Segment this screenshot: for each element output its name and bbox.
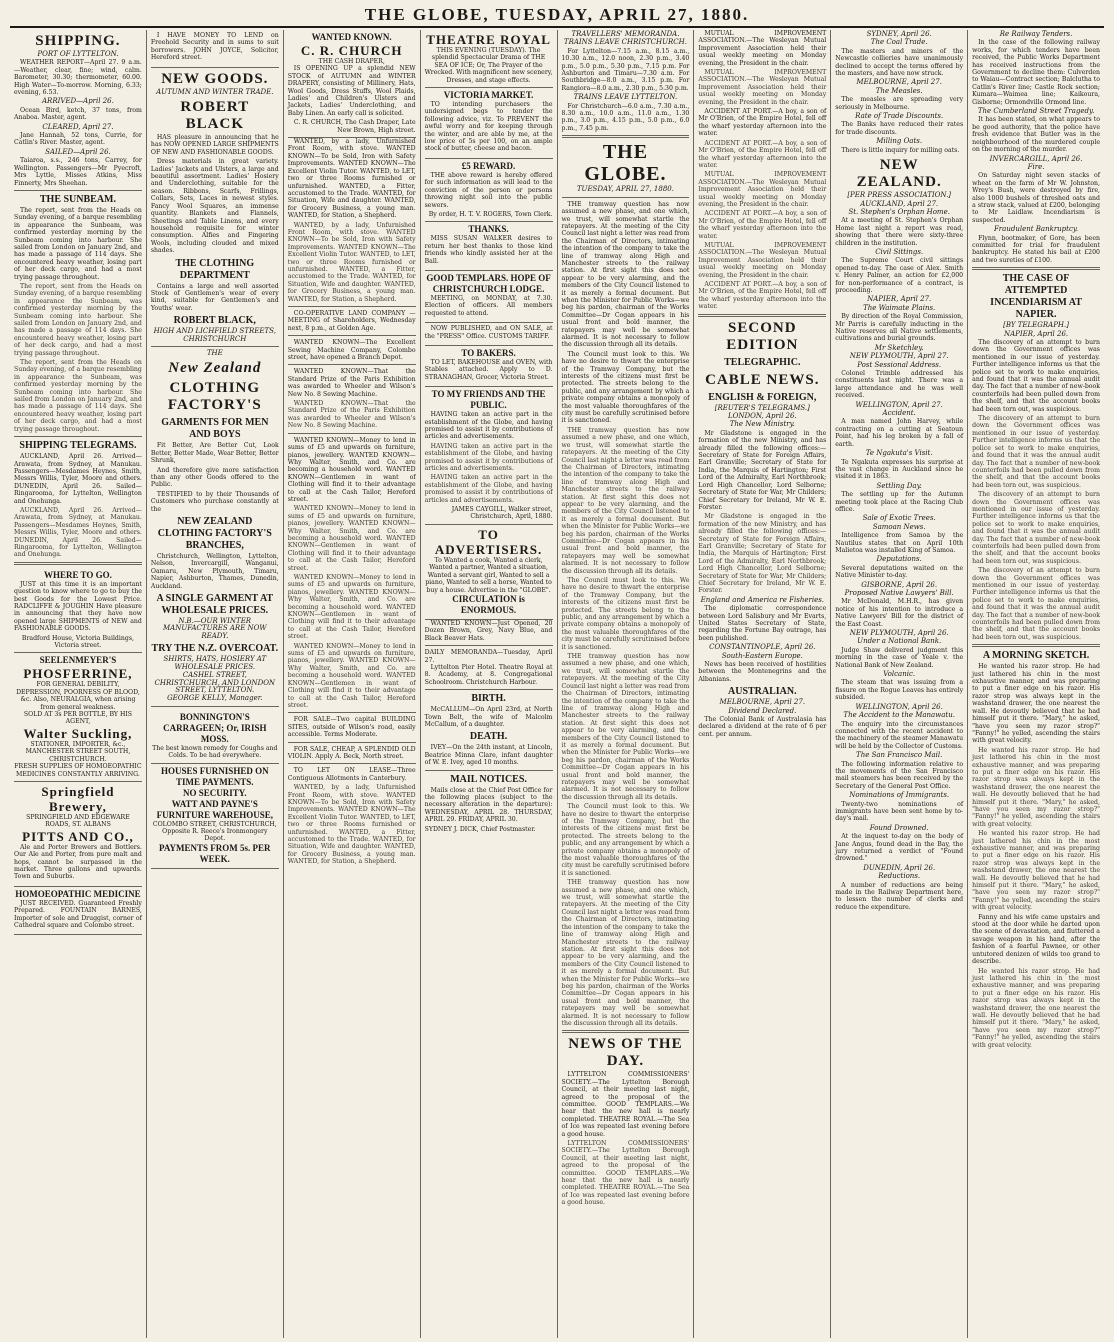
- sketchley-heading: Mr Sketchley.: [874, 343, 924, 352]
- napier-dateline: NAPIER, April 27.: [867, 295, 932, 304]
- clothing-text: Contains a large and well assorted Stock of Gentlemen's wear of every kind, suitable for Gentlemen's and Youths' wear.: [150, 282, 279, 312]
- springfield-title: Springfield Brewery,: [41, 783, 115, 814]
- fit-text: And therefore give more satisfaction than any other Goods offered to the Public.: [150, 466, 279, 489]
- theatre-ad: [425, 30, 553, 88]
- accident-port-cont3: ACCIDENT AT PORT.—A boy, a son of Mr O'Brien, of the Empire Hotel, fell off the wharf yesterday afternoon into the water.: [698, 210, 827, 240]
- sketch-text-cont: He wanted his razor strop. He had just lathered his chin in the most exhaustive manner, and was preparing to put a finer edge on his razor. His razor strop was always kept in the washstand drawer, the one nearest the wall. He devoutly believed that he had himself put it there. "Mary," he asked, "have you seen my razor strop?" "Fanny!" he yelled, ascending the stairs with great velocity.: [972, 746, 1100, 828]
- templars-title: GOOD TEMPLARS. HOPE OF CHRISTCHURCH LODGE.: [426, 272, 551, 294]
- accident-port-text: ACCIDENT AT PORT.—A boy, a son of Mr O'Brien, of the Empire Hotel, fell off the wharf yesterday afternoon into the water.: [698, 108, 827, 138]
- column-3: [284, 30, 421, 1338]
- watt-payne-ad: [151, 764, 279, 869]
- undera-heading: Under a National Bank.: [857, 637, 942, 646]
- manawatu-text: The enquiry into the circumstances connected with the recent accident to the machinery of the steamer Manawatu will be held by the Collector of Customs.: [835, 720, 964, 750]
- birth-text: McCALLUM—On April 23rd, at North Town Belt, the wife of Malcolm McCallum, of a daughter.: [424, 706, 553, 728]
- telegrams-text-cont: AUCKLAND, April 26. Arrived—Arawata, from Sydney, at Manukau. Passengers—Mesdames Heynes, Smith, Messrs Willis, Tyler, Moore and others. DUNEDIN, April 26. Sailed—Ringarooma, for Lyttelton, Wellington and Onehunga.: [14, 506, 142, 559]
- victoria-text: TO intending purchasers the undersigned begs to tender the following advice, viz. To PREVENT the awful worry and for keeping through the winter, and are able by me, at the low price of 5s per 100, on an ample stock of butter, cheese and bacon.: [424, 101, 553, 153]
- watt-text: COLOMBO STREET, CHRISTCHURCH, Opposite R. Reece's Ironmongery Depot.: [152, 820, 277, 843]
- lease-ad: TO LET ON LEASE—Three Contiguous Allotments in Canterbury.: [287, 767, 416, 782]
- ministry-text-cont: Mr Gladstone is engaged in the formation of the new Ministry, and has already filled the following offices:—Secretary of State for Foreign Affairs, Earl Granville; Secretary of State for India, the Marquis of Hartington; First Lord of the Admiralty, Earl Northbrook; Lord High Chancellor, Lord Selborne; Secretary of State for War, Mr Childers; Chief Secretary for Ireland, Mr W. E. Forster.: [698, 513, 827, 595]
- cashel-address: CASHEL STREET, CHRISTCHURCH, AND LONDON STREET, LYTTELTON.: [154, 671, 276, 694]
- cumberland-heading: The Cumberland Street Tragedy.: [977, 107, 1095, 116]
- telegrams-title: SHIPPING TELEGRAMS.: [19, 440, 137, 452]
- coal-text: The masters and miners of the Newcastle collieries have unanimously declined to accept the terms offered by the masters, and have now struck.: [835, 47, 964, 78]
- homoeopathic-ad: [14, 887, 142, 936]
- globe-date: TUESDAY, APRIL 27, 1880.: [576, 185, 674, 194]
- rb-text: HAS pleasure in announcing that he has NOW OPENED LARGE SHIPMENTS OF NEW AND FASHIONABLE GOODS.: [150, 134, 279, 156]
- ministry-text: Mr Gladstone is engaged in the formation of the new Ministry, and has already filled the following offices:—Secretary of State for Foreign Affairs, Earl Granville; Secretary of State for India, the Marquis of Hartington; First Lord of the Admiralty, Earl Northbrook; Lord High Chancellor, Lord Selborne; Secretary of State for War, Mr Childers; Chief Secretary for Ireland, Mr W. E. Forster.: [698, 429, 827, 511]
- eng-amer-heading: England and America re Fisheries.: [700, 595, 825, 604]
- memoranda-text: Lyttelton Pier Hotel. Theatre Royal at 8. Academy, at 8. Congregational Schoolroom. Christchurch Harbour.: [424, 663, 553, 686]
- mutual-text: MUTUAL IMPROVEMENT ASSOCIATION.—The Wesleyan Mutual Improvement Association held their usual weekly meeting on Monday evening, the President in the chair.: [698, 30, 827, 67]
- friends-ad: [425, 387, 553, 525]
- suckling-title: Walter Suckling,: [23, 725, 133, 741]
- sunbeam-text: The report, sent from the Heads on Sunday evening, of a barque resembling in appearance the Sunbeam, was confirmed yesterday morning by the Sunbeam coming into harbour. She sailed from London on January 2nd, and has made a passage of 114 days. She encountered heavy weather, losing part of her deck cargo, and had a most trying passage throughout.: [14, 206, 142, 281]
- leader-text-cont: THE tramway question has now assumed a new phase, and one which, we trust, will somewhat startle the ratepayers. At the meeting of the City Council last night a letter was read from the Chairman of Directors, intimating the intention of the company to take the line of tramway along High and Manchester streets to the railway station. At first sight this does not appear to be very alarming, and the members of the City Council listened to it as merely a formal document. But when the Minister for Public Works—we beg his pardon, chairman of the Works Committee—Dr Cogan appears in his usual front and bold manner, the ratepayers may well be somewhat alarmed. It is not necessary to follow the discussion through all its details.: [561, 426, 690, 575]
- overcoat-title: TRY THE N.Z. OVERCOAT.: [151, 643, 279, 655]
- bonnington-ad: [151, 710, 279, 764]
- well-dateline: WELLINGTON, April 27.: [855, 400, 943, 409]
- rb-list: Dress materials in great variety. Ladies' Jackets and Ulsters, a large and beautiful assortment. Ladies' Hosiery and Underclothing, suitable for the season. Ribbons, Scarfs, Frillings, Collars, Sets, Laces in newest styles. Fancy Wool Squares, an immense quantity. Blankets and Flannels, Sheetings and Table Linens, and every household requisite for winter consumption. Alfies and Fingering Wools, including clouded and mixed shades.: [150, 158, 279, 255]
- nominations-text: Twenty-two nominations of immigrants have been sent home by to-day's mail.: [835, 800, 964, 823]
- dick-sig: SYDNEY J. DICK, Chief Postmaster.: [424, 825, 536, 833]
- dunedin-dateline: DUNEDIN, April 26.: [863, 863, 936, 872]
- theatre-title: THEATRE ROYAL: [426, 32, 551, 47]
- civil-text: The Supreme Court civil sittings opened to-day. The case of Alex. Smith v. Henry Palmer, an action for £2,000 for non-performance of a contract, is proceeding.: [835, 257, 964, 294]
- english-title: ENGLISH & FOREIGN,: [708, 391, 817, 403]
- leader-text: THE tramway question has now assumed a new phase, and one which, we trust, will somewhat startle the ratepayers. At the meeting of the City Council last night a letter was read from the Chairman of Directors, intimating the intention of the company to take the line of tramway along High and Manchester streets to the railway station. At first sight this does not appear to be very alarming, and the members of the City Council listened to it as merely a formal document. But when the Minister for Public Works—we beg his pardon, chairman of the Works Committee—Dr Cogan appears in his usual front and bold manner, the ratepayers may well be somewhat alarmed. It is not necessary to follow the discussion through all its details.: [561, 200, 690, 349]
- the-label: THE: [206, 348, 223, 357]
- measles-text: The measles are spreading very seriously in Melbourne.: [835, 96, 964, 111]
- bakers-text: TO LET, BAKEHOUSE and OVEN, with Stables attached. Apply to D. STRANAGHAN, Grocer, Victoria Street.: [424, 358, 553, 381]
- nominations-heading: Nominations of Immigrants.: [849, 791, 950, 800]
- seelenmeyer-title: SEELENMEYER'S: [39, 655, 117, 666]
- milling-text: There is little inquiry for milling oats.: [841, 146, 960, 154]
- news-text-cont: LYTTELTON COMMISSIONERS' SOCIETY.—The Lyttelton Borough Council, at their meeting last night, agreed to the proposal of the committee. GOOD TEMPLARS.—We hear that the new hall is nearly completed. THEATRE ROYAL.—The Sea of Ice was repeated last evening before a good house.: [561, 1140, 690, 1207]
- bonnington-title: BONNINGTON'S CARRAGEEN; Or, IRISH MOSS.: [163, 711, 267, 744]
- reductions-text: A number of reductions are being made in the Railway Department here, to lessen the number of clerks and reduce the expenditure.: [835, 881, 964, 911]
- stsh-text: At a meeting of St. Stephen's Orphan Home last night a report was read, showing that there were sixty-three children in the institution.: [835, 217, 964, 247]
- leader-text-cont4: The Council must look to this. We have no desire to thwart the enterprise of the Tramway Company, but the interests of the citizens must first be protected. The streets belong to the public, and any arrangement by which a private company obtains a monopoly of the most valuable thoroughfares of the city must be carefully scrutinised before it is sanctioned.: [561, 803, 690, 877]
- bonnington-text: The best known remedy for Coughs and Colds. To be had everywhere.: [152, 744, 278, 760]
- ngakuta-heading: Te Ngakuta's Visit.: [865, 449, 933, 458]
- phosferrine-price: SOLD AT 3s PER BOTTLE, BY HIS AGENT,: [23, 711, 133, 726]
- more-ads-cont2: WANTED KNOWN—Money to lend in sums of £5 and upwards on furniture, pianos, jewellery. WANTED KNOWN—Why Walter, Smith, and Co. are becoming a household word. WANTED KNOWN—Gentlemen in want of Clothing will find it to their advantage to call at the Cash Tailor, Hereford street.: [287, 574, 416, 641]
- deputations-heading: Deputations.: [876, 555, 922, 564]
- dividend-heading: Dividend Declared.: [728, 706, 797, 715]
- mail-text: Mails close at the Chief Post Office for the following places (subject to the necessary alteration in the departure): WEDNESDAY, APRIL 28. THURSDAY, APRIL 29. FRIDAY, APRIL 30.: [424, 786, 553, 824]
- standard-ad-cont: WANTED KNOWN—That the Standard Prize of the Paris Exhibition was awarded to Wheeler and Wilson's New No. 8 Sewing Machine.: [287, 400, 416, 430]
- radcliffe-address: Bradford House, Victoria Buildings, Victoria street.: [21, 634, 134, 650]
- dividend-text: The Colonial Bank of Australasia has declared a dividend at the rate of 6 per cent. per annum.: [698, 716, 827, 738]
- violin-ad: FOR SALE, CHEAP, A SPLENDID OLD VIOLIN. Apply A. Beck, North street.: [287, 745, 416, 760]
- kelly-sig: GEORGE KELLY, Manager.: [167, 694, 263, 703]
- globe-title: THE GLOBE.: [584, 141, 667, 186]
- column-7: [831, 30, 968, 1338]
- monte-heading: South-Eastern Europe.: [721, 651, 803, 660]
- clothing-dept-title: THE CLOTHING DEPARTMENT: [175, 257, 255, 281]
- arrived-text: Ocean Bird, ketch, 37 tons, from Anaboa. Master, agent.: [14, 106, 142, 122]
- waimate-heading: The Waimate Plains.: [863, 303, 936, 312]
- suckling-text: STATIONER, IMPORTER, &c., MANCHESTER STREET SOUTH, CHRISTCHURCH.: [25, 740, 131, 763]
- homoeo-title: HOMOEOPATHIC MEDICINE: [15, 888, 141, 899]
- sketch-text: He wanted his razor strop. He had just lathered his chin in the most exhaustive manner, and was preparing to put a finer edge on his razor. His razor strop was always kept in the washstand drawer, the one nearest the wall. He devoutly believed that he had himself put it there. "Mary," he asked, "have you seen my razor strop?" "Fanny!" he yelled, ascending the stairs with great velocity.: [972, 663, 1100, 745]
- cleared-text: Jane Hannah, 52 tons, Currie, for Catlin's River. Master, agent.: [14, 132, 142, 147]
- wanted-ads-cont: WANTED, by a lady, Unfurnished Front Room, with stove. WANTED KNOWN—To be Sold, Iron with Safety Improvements. WANTED KNOWN—The Excellent Violin Tutor. WANTED, to LET, two or three Rooms furnished or unfurnished. WANTED, a Fitter, accustomed to the Trade. WANTED, for Situation, Wife and daughter. WANTED, for Grocery Business, a young man. WANTED, for Station, a Shepherd.: [287, 221, 416, 303]
- reward-sig: By order, H. T. V. ROGERS, Town Clerk.: [428, 210, 553, 218]
- bytel-label: [BY TELEGRAPH.]: [1003, 321, 1069, 330]
- hats-ad: WANTED KNOWN—Just Opened, 20 Dozen Brown, Grey, Navy Blue, and Black Beaver Hats.: [424, 619, 553, 642]
- nz-title: NEW ZEALAND.: [856, 157, 942, 191]
- leader-text-2: The Council must look to this. We have no desire to thwart the enterprise of the Tramway Company, but the interests of the citizens must first be protected. The streets belong to the public, and any arrangement by which a private company obtains a monopoly of the most valuable thoroughfares of the city must be carefully scrutinised before it is sanctioned.: [561, 350, 690, 425]
- volcanic-text: The steam that was issuing from a fissure on the Rogue Leaves has entirely subsided.: [835, 679, 964, 702]
- nplym-dateline: NEW PLYMOUTH, April 27.: [849, 352, 949, 361]
- trains2-title: TRAINS LEAVE LYTTELTON.: [573, 93, 678, 102]
- sfr-text: The following information relative to the movements of the San Francisco mail steamers has been received by the Secretary of the General Post Office.: [835, 760, 964, 790]
- winter-note: N.B.—OUR WINTER MANUFACTURES ARE NOW READY.: [163, 617, 267, 640]
- native-text: Mr McDonald, M.H.R., has given notice of his intention to introduce a Native Lawyers' Bill for the district of the East Coast.: [835, 598, 964, 628]
- deputations-text: Several deputations waited on the Native Minister to-day.: [835, 564, 964, 580]
- tariff-text: NOW PUBLISHED, and ON SALE, at the "PRESS" Office. CUSTOMS TARIFF.: [424, 325, 553, 340]
- thanks-ad: [425, 222, 553, 271]
- wellington2-dateline: WELLINGTON, April 26.: [855, 702, 943, 711]
- telegrams-text: AUCKLAND, April 26. Arrived—Arawata, from Sydney, at Manukau. Passengers—Mesdames Heynes, Smith, Messrs Willis, Tyler, Moore and others. DUNEDIN, April 26. Sailed—Ringarooma, for Lyttelton, Wellington and Onehunga.: [14, 453, 142, 505]
- sessional-text: Colonel Trimble addressed his constituents last night. There was a large attendance and he was well received.: [835, 370, 964, 400]
- sailed-text: Taiaroa, s.s., 246 tons, Carrey, for Wellington. Passengers—Mr Pyecroft, Mrs Lyttle, Misses Atkins, Miss Finnerty, Mrs Sheehan.: [14, 157, 142, 187]
- more-ads-cont: WANTED KNOWN—Money to lend in sums of £5 and upwards on furniture, pianos, jewellery. WANTED KNOWN—Why Walter, Smith, and Co. are becoming a household word. WANTED KNOWN—Gentlemen in want of Clothing will find it to their advantage to call at the Cash Tailor, Hereford street.: [287, 505, 416, 572]
- phosferrine-text: FOR GENERAL DEBILITY, DEPRESSION, POORNESS OF BLOOD, &c. Also, NEURALGIA, when arising from general weakness.: [16, 681, 140, 711]
- travellers-title: TRAVELLERS' MEMORANDA.: [571, 30, 680, 38]
- eng-amer-text: The diplomatic correspondence between Lord Salisbury and Mr Evarts, United States Secretary of State, regarding the Fortune Bay outrage, has been published.: [698, 605, 827, 642]
- circulation-title: CIRCULATION is ENORMOUS.: [452, 593, 525, 615]
- templars-ad: [425, 271, 553, 323]
- homoeo-text: JUST RECEIVED. Guaranteed Freshly Prepared. FOUNTAIN BARNES, Importer of sole and Druggist, corner of Cathedral square and Colombo street.: [14, 899, 142, 929]
- sessional-heading: Post Sessional Address.: [857, 360, 942, 369]
- napier-dateline-2: NAPIER, April 26.: [1003, 329, 1069, 338]
- arrived-label: ARRIVED—April 26.: [42, 97, 114, 106]
- australian-title: AUSTRALIAN.: [728, 686, 797, 698]
- accident-port-cont5: ACCIDENT AT PORT.—A boy, a son of Mr O'Brien, of the Empire Hotel, fell off the wharf yesterday afternoon into the water.: [698, 281, 827, 311]
- news-text: LYTTELTON COMMISSIONERS' SOCIETY.—The Lyttelton Borough Council, at their meeting last night, agreed to the proposal of the committee. GOOD TEMPLARS.—We hear that the new hall is nearly completed. THEATRE ROYAL.—The Sea of Ice was repeated last evening before a good house.: [561, 1071, 690, 1138]
- ministry-heading: The New Ministry.: [729, 420, 795, 429]
- leader-text-cont2: The Council must look to this. We have no desire to thwart the enterprise of the Tramway Company, but the interests of the citizens must first be protected. The streets belong to the public, and any arrangement by which a private company obtains a monopoly of the most valuable thoroughfares of the city must be carefully scrutinised before it is sanctioned.: [561, 577, 690, 651]
- phosferrine-title: PHOSFERRINE,: [23, 666, 133, 682]
- undera-text: Judge Shaw delivered judgment this morning in the case of Yeale v. the National Bank of New Zealand.: [835, 646, 964, 669]
- trains2-text: For Christchurch—6.0 a.m., 7.30 a.m., 8.30 a.m., 10.0 a.m., 11.0 a.m., 1.30 p.m., 3.0 p.m., 4.15 p.m., 5.0 p.m., 6.0 p.m., 7.45 p.m.: [561, 102, 690, 132]
- fire-text: On Saturday night seven stacks of wheat on the farm of Mr W. Johnston, Wrey's Bush, were destroyed by fire, also 1000 bushels of threshed oats and a straw stack, valued at £200, belonging to Mr Laidlaw. Incendiarism is suspected.: [972, 172, 1100, 224]
- watt-title: WATT AND PAYNE'S FURNITURE WAREHOUSE,: [156, 798, 273, 820]
- column-2: [147, 30, 284, 1338]
- sewing-ad: WANTED KNOWN—The Excellent Sewing Machine Company, Colombo street, have opened a Branch Depot.: [287, 339, 416, 362]
- weather-report: WEATHER REPORT—April 27. 9 a.m.—Weather, clear, fine; wind, calm. Barometer, 30.30; thermometer, 60.00. High Water—To-morrow. Morning, 6.33; evening, 6.53.: [14, 59, 142, 97]
- testified-text: TESTIFIED to by their Thousands of Customers who purchase constantly at the: [150, 490, 279, 513]
- rate-heading: Rate of Trade Discounts.: [855, 112, 944, 121]
- autumn-title: AUTUMN AND WINTER TRADE.: [156, 87, 274, 96]
- volcanic-heading: Volcanic.: [883, 670, 916, 679]
- shipping-title: SHIPPING.: [35, 33, 121, 49]
- advertisers-title: TO ADVERTISERS.: [434, 526, 543, 557]
- nz-factory-title: New Zealand: [168, 360, 262, 377]
- robert-black-title: ROBERT BLACK: [180, 99, 250, 133]
- settling-heading: Settling Day.: [876, 481, 922, 490]
- monte-text: News has been received of hostilities between the Montenegrins and the Albanians.: [698, 661, 827, 683]
- railway-text: In the case of the following railway works, for which tenders have been received, the Public Works Department has received instructions from the Government to decline them: Culverden to Waiau—Contract section; Balclutha to Catlin's River line; Castle Rock section; Kumara—Waimea line; Kaikoura, Gisborne; Ormondville Ormond line.: [972, 39, 1100, 106]
- stsh-heading: St. Stephen's Orphan Home.: [848, 207, 950, 216]
- payments-title: PAYMENTS FROM 5s. PER WEEK.: [159, 842, 271, 864]
- samoan-heading: Samoan News.: [872, 522, 926, 531]
- friends-title: TO MY FRIENDS AND THE PUBLIC.: [431, 389, 546, 411]
- columns: [10, 30, 1104, 1338]
- cumberland-text: It has been stated, on what appears to be good authority, that the police have fresh evidence that Butler was in the neighbourhood of the murdered couple on the morning of the murder.: [972, 116, 1100, 154]
- native-heading: Proposed Native Lawyers' Bill.: [844, 589, 954, 597]
- masthead: [10, 4, 1104, 28]
- theatre-text: THIS EVENING (TUESDAY). The splendid Spectacular Drama of THE SEA OF ICE; Or, The Prayer of the Wrecked. With magnificent new scenery, Dresses, and stage effects.: [424, 47, 553, 84]
- news-title: NEWS OF THE DAY.: [568, 1036, 683, 1070]
- sydney-dateline: SYDNEY, April 26.: [866, 30, 932, 38]
- second-edition-title: SECOND EDITION: [726, 319, 799, 353]
- phosferrine-ad: [14, 653, 142, 781]
- thanks-title: THANKS.: [468, 224, 509, 235]
- sailed-label: SAILED—April 26.: [45, 147, 111, 156]
- press-label: [PER PRESS ASSOCIATION.]: [847, 191, 952, 200]
- accident-text: A man named John Harvey, while contracting on a cutting at Seatoun Point, had his leg broken by a fall of earth.: [835, 418, 964, 448]
- standard-ad: WANTED KNOWN—That the Standard Prize of the Paris Exhibition was awarded to Wheeler and Wilson's New No. 8 Sewing Machine.: [287, 368, 416, 398]
- nz-factory-subtitle: CLOTHING FACTORY'S: [167, 380, 262, 414]
- where-text: JUST at this time it is an important question to know where to go to buy the best Goods for the Lowest Price. RADCLIFFE & JOUGHIN Have pleasure in announcing that they have now opened large SHIPMENTS of NEW and FASHIONABLE GOODS.: [14, 580, 142, 633]
- masthead-title: THE GLOBE, TUESDAY, APRIL 27, 1880.: [364, 5, 750, 24]
- wholesale-title: A SINGLE GARMENT AT WHOLESALE PRICES.: [156, 593, 274, 617]
- column-1: [10, 30, 147, 1338]
- pitts-text: Ale and Porter Brewers and Bottlers. Our Ale and Porter, from pure malt and hops, cannot be surpassed in the market. Three gallons and upwards. Town and Suburbs.: [14, 843, 142, 881]
- thanks-text: MISS SUSAN WALKER desires to return her best thanks to those kind friends who kindly assisted her at the Ball.: [424, 235, 553, 265]
- trains-text: For Lyttelton—7.15 a.m., 8.15 a.m., 10.30 a.m., 12.0 noon, 2.30 p.m., 3.40 p.m., 5.0 p.m., 5.30 p.m., 7.15 p.m. For Ashburton and Timaru—7.30 a.m. For Southbridge—8.0 a.m., 3.15 p.m. For Rangiora—8.0 a.m., 2.30 p.m., 5.30 p.m.: [561, 47, 690, 92]
- manawatu-heading: The Accident to the Manawatu.: [843, 711, 955, 720]
- wanted-ads: WANTED, by a lady, Unfurnished Front Room, with stove. WANTED KNOWN—To be Sold, Iron with Safety Improvements. WANTED KNOWN—The Excellent Violin Tutor. WANTED, to LET, two or three Rooms furnished or unfurnished. WANTED, a Fitter, accustomed to the Trade. WANTED, for Situation, Wife and daughter. WANTED, for Grocery Business, a young man. WANTED, for Station, a Shepherd.: [287, 138, 416, 220]
- cr-church-ad: [288, 30, 416, 138]
- money-text: I HAVE MONEY TO LEND on Freehold Security and in sums to suit borrowers. JOHN JOYCE, Solicitor, Hereford street.: [150, 32, 279, 62]
- telegraphic-title: TELEGRAPHIC.: [724, 356, 801, 368]
- where-to-go-ad: [14, 568, 142, 654]
- reward-ad: [425, 159, 553, 222]
- death-text: IVEY—On the 24th instant, at Lincoln, Beatrice Minna Clare, infant daughter of W. E. Ivey, aged 10 months.: [424, 744, 553, 767]
- found-text: At the inquest to-day on the body of Jane Angus, found dead in the Bay, the jury returned a verdict of "Found drowned.": [835, 833, 964, 863]
- new-goods-title: NEW GOODS.: [161, 70, 269, 87]
- london-dateline: LONDON, April 26.: [727, 412, 797, 421]
- samoan-text: Intelligence from Samoa by the Nautilus states that on April 10th Malietoa was installed King of Samoa.: [835, 532, 964, 554]
- gisborne-dateline: GISBORNE, April 26.: [861, 580, 938, 589]
- houses-title: HOUSES FURNISHED ON TIME PAYMENTS.: [161, 765, 269, 787]
- civil-heading: Civil Sittings.: [875, 247, 924, 256]
- sunbeam-text-cont: The report, sent from the Heads on Sunday evening, of a barque resembling in appearance the Sunbeam, was confirmed yesterday morning by the Sunbeam coming into harbour. She sailed from London on January 2nd, and has made a passage of 114 days. She encountered heavy weather, losing part of her deck cargo, and had a most trying passage throughout.: [14, 282, 142, 357]
- fraud-text: Flynn, bootmaker, of Gore, has been committed for trial for fraudulent bankruptcy. He stated his bail at £200 and two sureties of £100.: [972, 234, 1100, 264]
- sketch-text-cont3: He wanted his razor strop. He had just lathered his chin in the most exhaustive manner, and was preparing to put a finer edge on his razor. His razor strop was always kept in the washstand drawer, the one nearest the wall. He devoutly believed that he had himself put it there. "Mary," he asked, "have you seen my razor strop?" "Fanny!" he yelled, ascending the stairs with great velocity.: [972, 967, 1100, 1049]
- column-4: [421, 30, 558, 1338]
- money-ad: [151, 30, 279, 68]
- branches-list: Christchurch, Wellington, Lyttelton, Nelson, Invercargill, Wanganui, Oamaru, New Plymouth, Timaru, Napier, Ashburton, Thames, Dunedin, Auckland.: [150, 553, 279, 590]
- fit-list: Fit Better, Are Better Cut, Look Better, Better Made, Wear Better, Better Shrunk,: [150, 442, 279, 465]
- reward-text: THE above reward is hereby offered for such information as will lead to the conviction of the person or persons throwing night soil into the public sewers.: [424, 171, 553, 209]
- inverc-dateline: INVERCARGILL, April 26.: [989, 154, 1083, 163]
- melb-dateline-2: MELBOURNE, April 27.: [856, 78, 942, 87]
- sketch-text-2: Fanny and his wife came upstairs and stood at the door while he darted upon the scene of devastation, and fluttered a savage weapon in his hand, after the fashion of a fearful Pawnee, or other untutored denizen of wilds too grand to describe.: [972, 913, 1100, 966]
- found-heading: Found Drowned.: [869, 823, 929, 832]
- case-text-cont3: The discovery of an attempt to burn down the Government offices was mentioned in our issue of yesterday. Further intelligence informs us that the police set to work to make enquiries, and found that it was the annual audit day. The fact that a number of new-book counterfoils had been pulled down from the shelf, and that the account books had been torn out, was suspicious.: [972, 567, 1100, 641]
- victoria-title: VICTORIA MARKET.: [443, 90, 534, 101]
- more-ads-cont3: WANTED KNOWN—Money to lend in sums of £5 and upwards on furniture, pianos, jewellery. WANTED KNOWN—Why Walter, Smith, and Co. are becoming a household word. WANTED KNOWN—Gentlemen in want of Clothing will find it to their advantage to call at the Cash Tailor, Hereford street.: [287, 642, 416, 709]
- newp-dateline: NEW PLYMOUTH, April 26.: [849, 629, 949, 638]
- cr-church-title: C. R. CHURCH: [300, 43, 403, 58]
- cleared-label: CLEARED, April 27.: [42, 122, 114, 131]
- trains-title: TRAINS LEAVE CHRISTCHURCH.: [563, 38, 687, 47]
- where-title: WHERE TO GO.: [43, 569, 112, 580]
- auck-dateline: AUCKLAND, April 27.: [860, 199, 939, 208]
- mutual-text-cont: MUTUAL IMPROVEMENT ASSOCIATION.—The Wesleyan Mutual Improvement Association held their usual weekly meeting on Monday evening, the President in the chair.: [698, 69, 827, 106]
- memoranda-title: DAILY MEMORANDA—Tuesday, April 27.: [424, 649, 553, 664]
- sfr-heading: The San Francisco Mail.: [856, 751, 943, 760]
- building-sites-ad: FOR SALE—Two capital BUILDING SITES, outside of Wilson's road, easily accessible. Terms Moderate.: [287, 716, 416, 739]
- exotic-heading: Sale of Exotic Trees.: [862, 514, 936, 523]
- branches-title: NEW ZEALAND CLOTHING FACTORY'S BRANCHES,: [157, 516, 272, 552]
- advertisers-ad: [425, 525, 553, 620]
- accident-heading: Accident.: [882, 409, 916, 418]
- accident-port-cont4: MUTUAL IMPROVEMENT ASSOCIATION.—The Wesleyan Mutual Improvement Association held their usual weekly meeting on Monday evening, the President in the chair.: [698, 241, 827, 279]
- friends-text-cont: HAVING taken an active part in the establishment of the Globe, and having promised to assist it by contributions of articles and advertisements.: [424, 442, 553, 473]
- melb-dateline: MELBOURNE, April 27.: [719, 698, 806, 707]
- lease-ad-cont: WANTED, by a lady, Unfurnished Front Room, with stove. WANTED KNOWN—To be Sold, Iron with Safety Improvements. WANTED KNOWN—The Excellent Violin Tutor. WANTED, to LET, two or three Rooms furnished or unfurnished. WANTED, a Fitter, accustomed to the Trade. WANTED, for Situation, Wife and daughter. WANTED, for Grocery Business, a young man. WANTED, for Station, a Shepherd.: [287, 784, 416, 866]
- pitts-title: PITTS AND CO.,: [22, 828, 134, 844]
- rb-address: HIGH AND LICHFIELD STREETS, CHRISTCHURCH: [153, 327, 276, 343]
- advertisers-list: To Wanted a cook, Wanted a clerk, Wanted a partner, Wanted a situation, Wanted a servant girl, Wanted to sell a piano, Wanted to sell a horse, Wanted to buy a house. Advertise in the "GLOBE".: [425, 556, 552, 594]
- railway-heading: Re Railway Tenders.: [999, 30, 1073, 38]
- bakers-title: TO BAKERS.: [461, 347, 516, 358]
- coal-heading: The Coal Trade.: [870, 38, 928, 47]
- templars-text: MEETING, on MONDAY, at 7.30. Election of officers. All members requested to attend.: [424, 294, 553, 317]
- bakers-ad: [425, 346, 553, 387]
- cr-sig: C. R. CHURCH, The Cash Draper, Late New Brown, High street.: [293, 119, 416, 134]
- more-ads: WANTED KNOWN—Money to lend in sums of £5 and upwards on furniture, pianos, jewellery. WANTED KNOWN—Why Walter, Smith, and Co. are becoming a household word. WANTED KNOWN—Gentlemen in want of Clothing will find it to their advantage to call at the Cash Tailor, Hereford street.: [287, 436, 416, 503]
- case-text-cont2: The discovery of an attempt to burn down the Government offices was mentioned in our issue of yesterday. Further intelligence informs us that the police set to work to make enquiries, and found that it was the annual audit day. The fact that a number of new-book counterfoils had been pulled down from the shelf, and that the account books had been torn out, was suspicious.: [972, 491, 1100, 565]
- reductions-heading: Reductions.: [878, 872, 921, 881]
- coop-ad: CO-OPERATIVE LAND COMPANY — MEETING of Shareholders, Wednesday next, 8 p.m., at Golden Age.: [287, 310, 416, 332]
- friends-text: HAVING taken an active part in the establishment of the Globe, and having promised to assist it by contributions of articles and advertisements.: [424, 411, 553, 441]
- column-8: [968, 30, 1104, 1338]
- milling-heading: Milling Oats.: [876, 137, 923, 146]
- springfield-ad: [14, 782, 142, 887]
- reuter-label: [REUTER'S TELEGRAMS.]: [714, 403, 810, 412]
- caygill-sig: JAMES CAYGILL, Walker street, Christchurch, April, 1880.: [451, 506, 553, 521]
- sketch-text-cont2: He wanted his razor strop. He had just lathered his chin in the most exhaustive manner, and was preparing to put a finer edge on his razor. His razor strop was always kept in the washstand drawer, the one nearest the wall. He devoutly believed that he had himself put it there. "Mary," he asked, "have you seen my razor strop?" "Fanny!" he yelled, ascending the stairs with great velocity.: [972, 830, 1100, 912]
- fire-heading: Fire.: [1027, 162, 1045, 171]
- fraud-heading: Fraudulent Bankruptcy.: [993, 225, 1079, 234]
- rate-text: The Banks have reduced their rates for trade discounts.: [835, 121, 964, 136]
- birth-title: BIRTH.: [471, 693, 506, 705]
- shirts-note: SHIRTS, HATS, HOSIERY AT WHOLESALE PRICES.: [163, 655, 267, 671]
- leader-text-cont3: THE tramway question has now assumed a new phase, and one which, we trust, will somewhat startle the ratepayers. At the meeting of the City Council last night a letter was read from the Chairman of Directors, intimating the intention of the company to take the line of tramway along High and Manchester streets to the railway station. At first sight this does not appear to be very alarming, and the members of the City Council listened to it as merely a formal document. But when the Minister for Public Works—we beg his pardon, chairman of the Works Committee—Dr Cogan appears in his usual front and bold manner, the ratepayers may well be somewhat alarmed. It is not necessary to follow the discussion through all its details.: [561, 653, 690, 801]
- ngakuta-text: Te Ngakuta expresses his surprise at the vast change in Auckland since he visited it in 1863.: [835, 458, 964, 481]
- rb-signature: ROBERT BLACK,: [173, 315, 256, 327]
- sketch-title: A MORNING SKETCH.: [982, 650, 1090, 662]
- case-text-cont: The discovery of an attempt to burn down the Government offices was mentioned in our issue of yesterday. Further intelligence informs us that the police set to work to make enquiries, and found that it was the annual audit day. The fact that a number of new-book counterfoils had been pulled down from the shelf, and that the account books had been torn out, was suspicious.: [972, 415, 1100, 489]
- springfield-text: SPRINGFIELD AND EDGEWARE ROADS, ST. ALBANS: [26, 813, 130, 829]
- homoeo-fresh: FRESH SUPPLIES OF HOMOEOPATHIC MEDICINES CONSTANTLY ARRIVING.: [14, 763, 142, 778]
- case-text: The discovery of an attempt to burn down the Government offices was mentioned in our issue of yesterday. Further intelligence informs us that the police set to work to make enquiries, and found that it was the annual audit day. The fact that a number of new-book counterfoils had been pulled down from the shelf, and that the account books had been torn out, was suspicious.: [972, 339, 1100, 413]
- const-dateline: CONSTANTINOPLE, April 26.: [709, 643, 816, 652]
- column-6: [694, 30, 831, 1338]
- cr-text: IS OPENING UP a splendid NEW STOCK of AUTUMN and WINTER DRAPERY, consisting of Millinery, Hats, Wool Goods, Dress Stuffs, Wool Plaids, Ladies' and Children's Ulsters and Jackets, Ladies' Underclothing, and Baby Linen. An early call is solicited.: [287, 65, 416, 117]
- friends-text-cont2: HAVING taken an active part in the establishment of the Globe, and having promised to assist it by contributions of articles and advertisements.: [424, 474, 553, 504]
- nosecurity-title: NO SECURITY.: [182, 787, 247, 798]
- waimate-text: By direction of the Royal Commission, Mr Parris is carefully inducting in the Native reserves all Native settlements, cultivations and burial grounds.: [835, 313, 964, 343]
- tariff-ad: [425, 323, 553, 346]
- cash-draper: THE CASH DRAPER,: [318, 58, 385, 65]
- reward-title: £5 REWARD.: [461, 160, 516, 171]
- case-title: THE CASE OF ATTEMPTED INCENDIARISM AT NAPIER.: [990, 273, 1082, 321]
- port-title: PORT OF LYTTELTON.: [37, 50, 119, 58]
- sunbeam-title: THE SUNBEAM.: [39, 193, 116, 205]
- sunbeam-text-cont2: The report, sent from the Heads on Sunday evening, of a barque resembling in appearance the Sunbeam, was confirmed yesterday morning by the Sunbeam coming into harbour. She sailed from London on January 2nd, and has made a passage of 114 days. She encountered heavy weather, losing part of her deck cargo, and had a most trying passage throughout.: [14, 359, 142, 433]
- column-5: [558, 30, 695, 1338]
- victoria-market-ad: [425, 88, 553, 159]
- wanted-known-title: WANTED KNOWN.: [311, 32, 392, 42]
- cable-title: CABLE NEWS.: [705, 371, 820, 388]
- death-title: DEATH.: [469, 731, 508, 743]
- garments-title: GARMENTS FOR MEN AND BOYS: [161, 417, 269, 441]
- leader-text-cont5: THE tramway question has now assumed a new phase, and one which, we trust, will somewhat startle the ratepayers. At the meeting of the City Council last night a letter was read from the Chairman of Directors, intimating the intention of the company to take the line of tramway along High and Manchester streets to the railway station. At first sight this does not appear to be very alarming, and the members of the City Council listened to it as merely a formal document. But when the Minister for Public Works—we beg his pardon, chairman of the Works Committee—Dr Cogan appears in his usual front and bold manner, the ratepayers may well be somewhat alarmed. It is not necessary to follow the discussion through all its details.: [561, 879, 690, 1027]
- measles-heading: The Measles.: [875, 86, 923, 95]
- accident-port-cont: ACCIDENT AT PORT.—A boy, a son of Mr O'Brien, of the Empire Hotel, fell off the wharf yesterday afternoon into the water.: [698, 139, 827, 169]
- accident-port-cont2: MUTUAL IMPROVEMENT ASSOCIATION.—The Wesleyan Mutual Improvement Association held their usual weekly meeting on Monday evening, the President in the chair.: [698, 171, 827, 208]
- mail-title: MAIL NOTICES.: [450, 773, 527, 785]
- settling-text: The settling up for the Autumn meeting took place at the Racing Club office.: [835, 491, 964, 513]
